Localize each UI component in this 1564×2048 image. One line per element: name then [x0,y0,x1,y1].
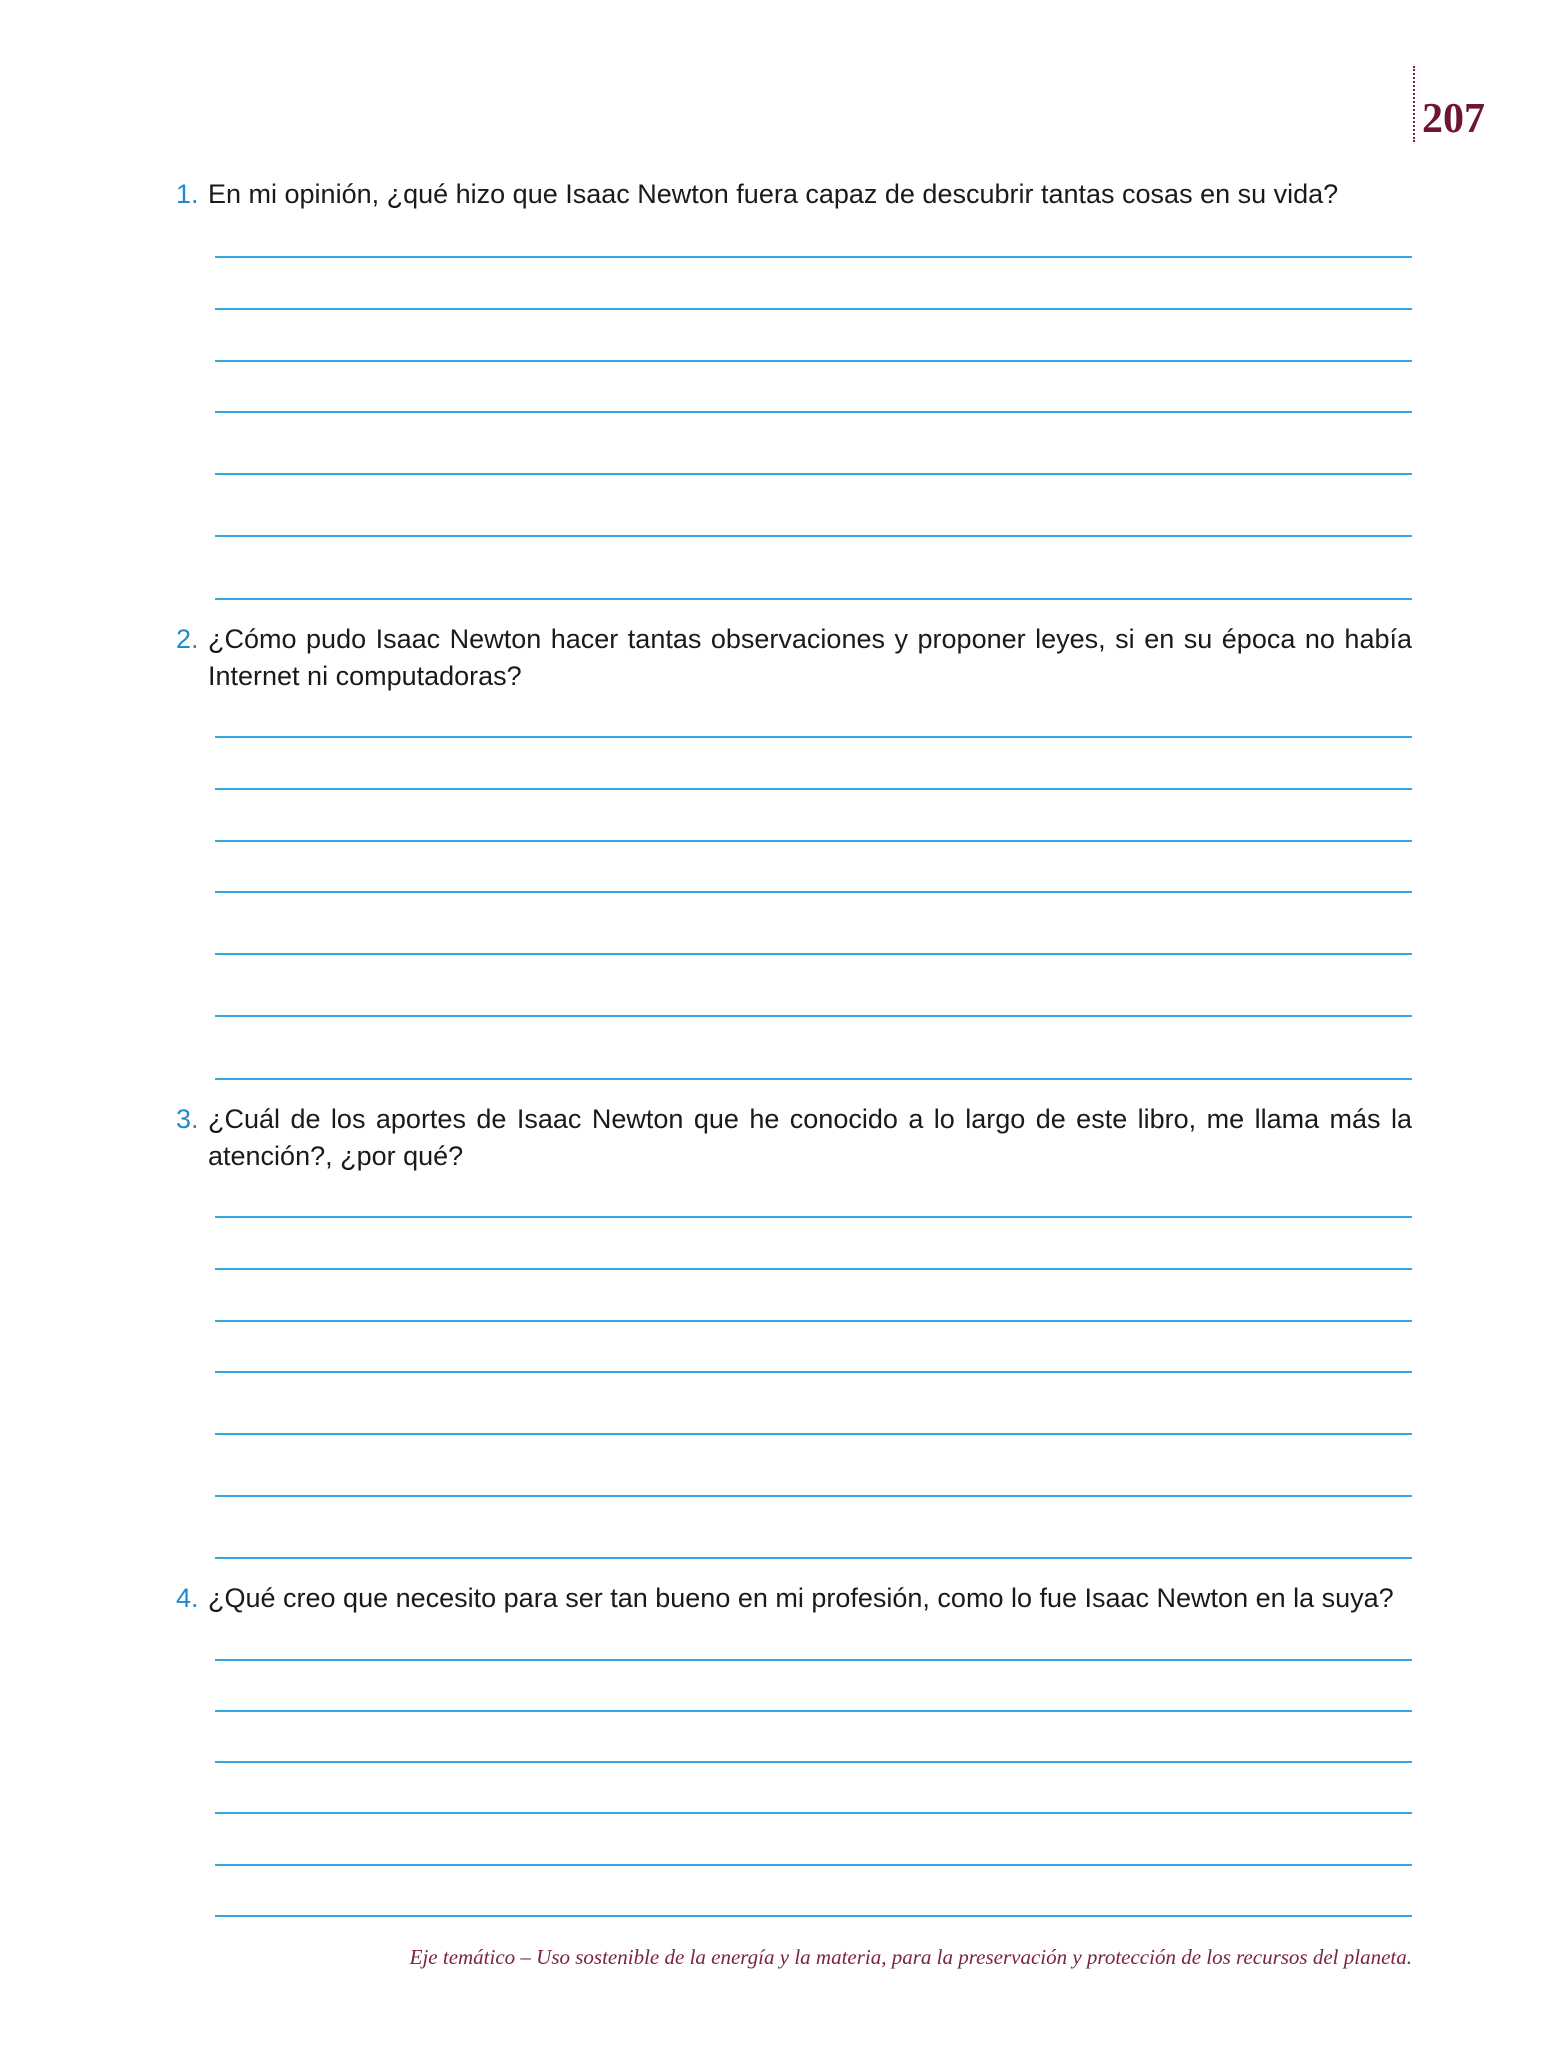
answer-line[interactable] [215,1495,1412,1497]
answer-line[interactable] [215,788,1412,790]
question-2 [176,621,1412,695]
question-number: 2. [176,624,199,654]
answer-line[interactable] [215,1015,1412,1017]
answer-line[interactable] [215,1078,1412,1080]
question-4 [176,1580,1412,1617]
answer-line[interactable] [215,1864,1412,1866]
answer-line[interactable] [215,535,1412,537]
answer-line[interactable] [215,411,1412,413]
page-number-divider [1413,66,1415,142]
footer-thematic-axis: Eje temático – Uso sostenible de la energía y la materia, para la preservación y protección de los recursos del planeta. [409,1945,1412,1969]
question-text: ¿Qué creo que necesito para ser tan bueno en mi profesión, como lo fue Isaac Newton en la suya? [208,1583,1394,1613]
answer-line[interactable] [215,598,1412,600]
question-text: ¿Cómo pudo Isaac Newton hacer tantas observaciones y proponer leyes, si en su época no había Internet ni computadoras? [208,624,1412,691]
answer-line[interactable] [215,1915,1412,1917]
answer-line[interactable] [215,736,1412,738]
answer-line[interactable] [215,840,1412,842]
answer-line[interactable] [215,1216,1412,1218]
question-text: ¿Cuál de los aportes de Isaac Newton que he conocido a lo largo de este libro, me llama más la atención?, ¿por qué? [208,1104,1412,1171]
answer-line[interactable] [215,360,1412,362]
answer-line[interactable] [215,1268,1412,1270]
question-number: 4. [176,1583,199,1613]
answer-line[interactable] [215,891,1412,893]
question-3 [176,1101,1412,1175]
answer-line[interactable] [215,1812,1412,1814]
answer-line[interactable] [215,473,1412,475]
question-number: 3. [176,1104,199,1134]
answer-line[interactable] [215,1710,1412,1712]
answer-line[interactable] [215,256,1412,258]
answer-line[interactable] [215,308,1412,310]
question-number: 1. [176,179,199,209]
answer-line[interactable] [215,1557,1412,1559]
answer-line[interactable] [215,1659,1412,1661]
answer-line[interactable] [215,1761,1412,1763]
question-text: En mi opinión, ¿qué hizo que Isaac Newton fuera capaz de descubrir tantas cosas en su vida? [208,179,1339,209]
question-1 [176,176,1412,213]
answer-line[interactable] [215,1371,1412,1373]
page-number: 207 [1422,96,1485,142]
answer-line[interactable] [215,1320,1412,1322]
answer-line[interactable] [215,953,1412,955]
answer-line[interactable] [215,1433,1412,1435]
